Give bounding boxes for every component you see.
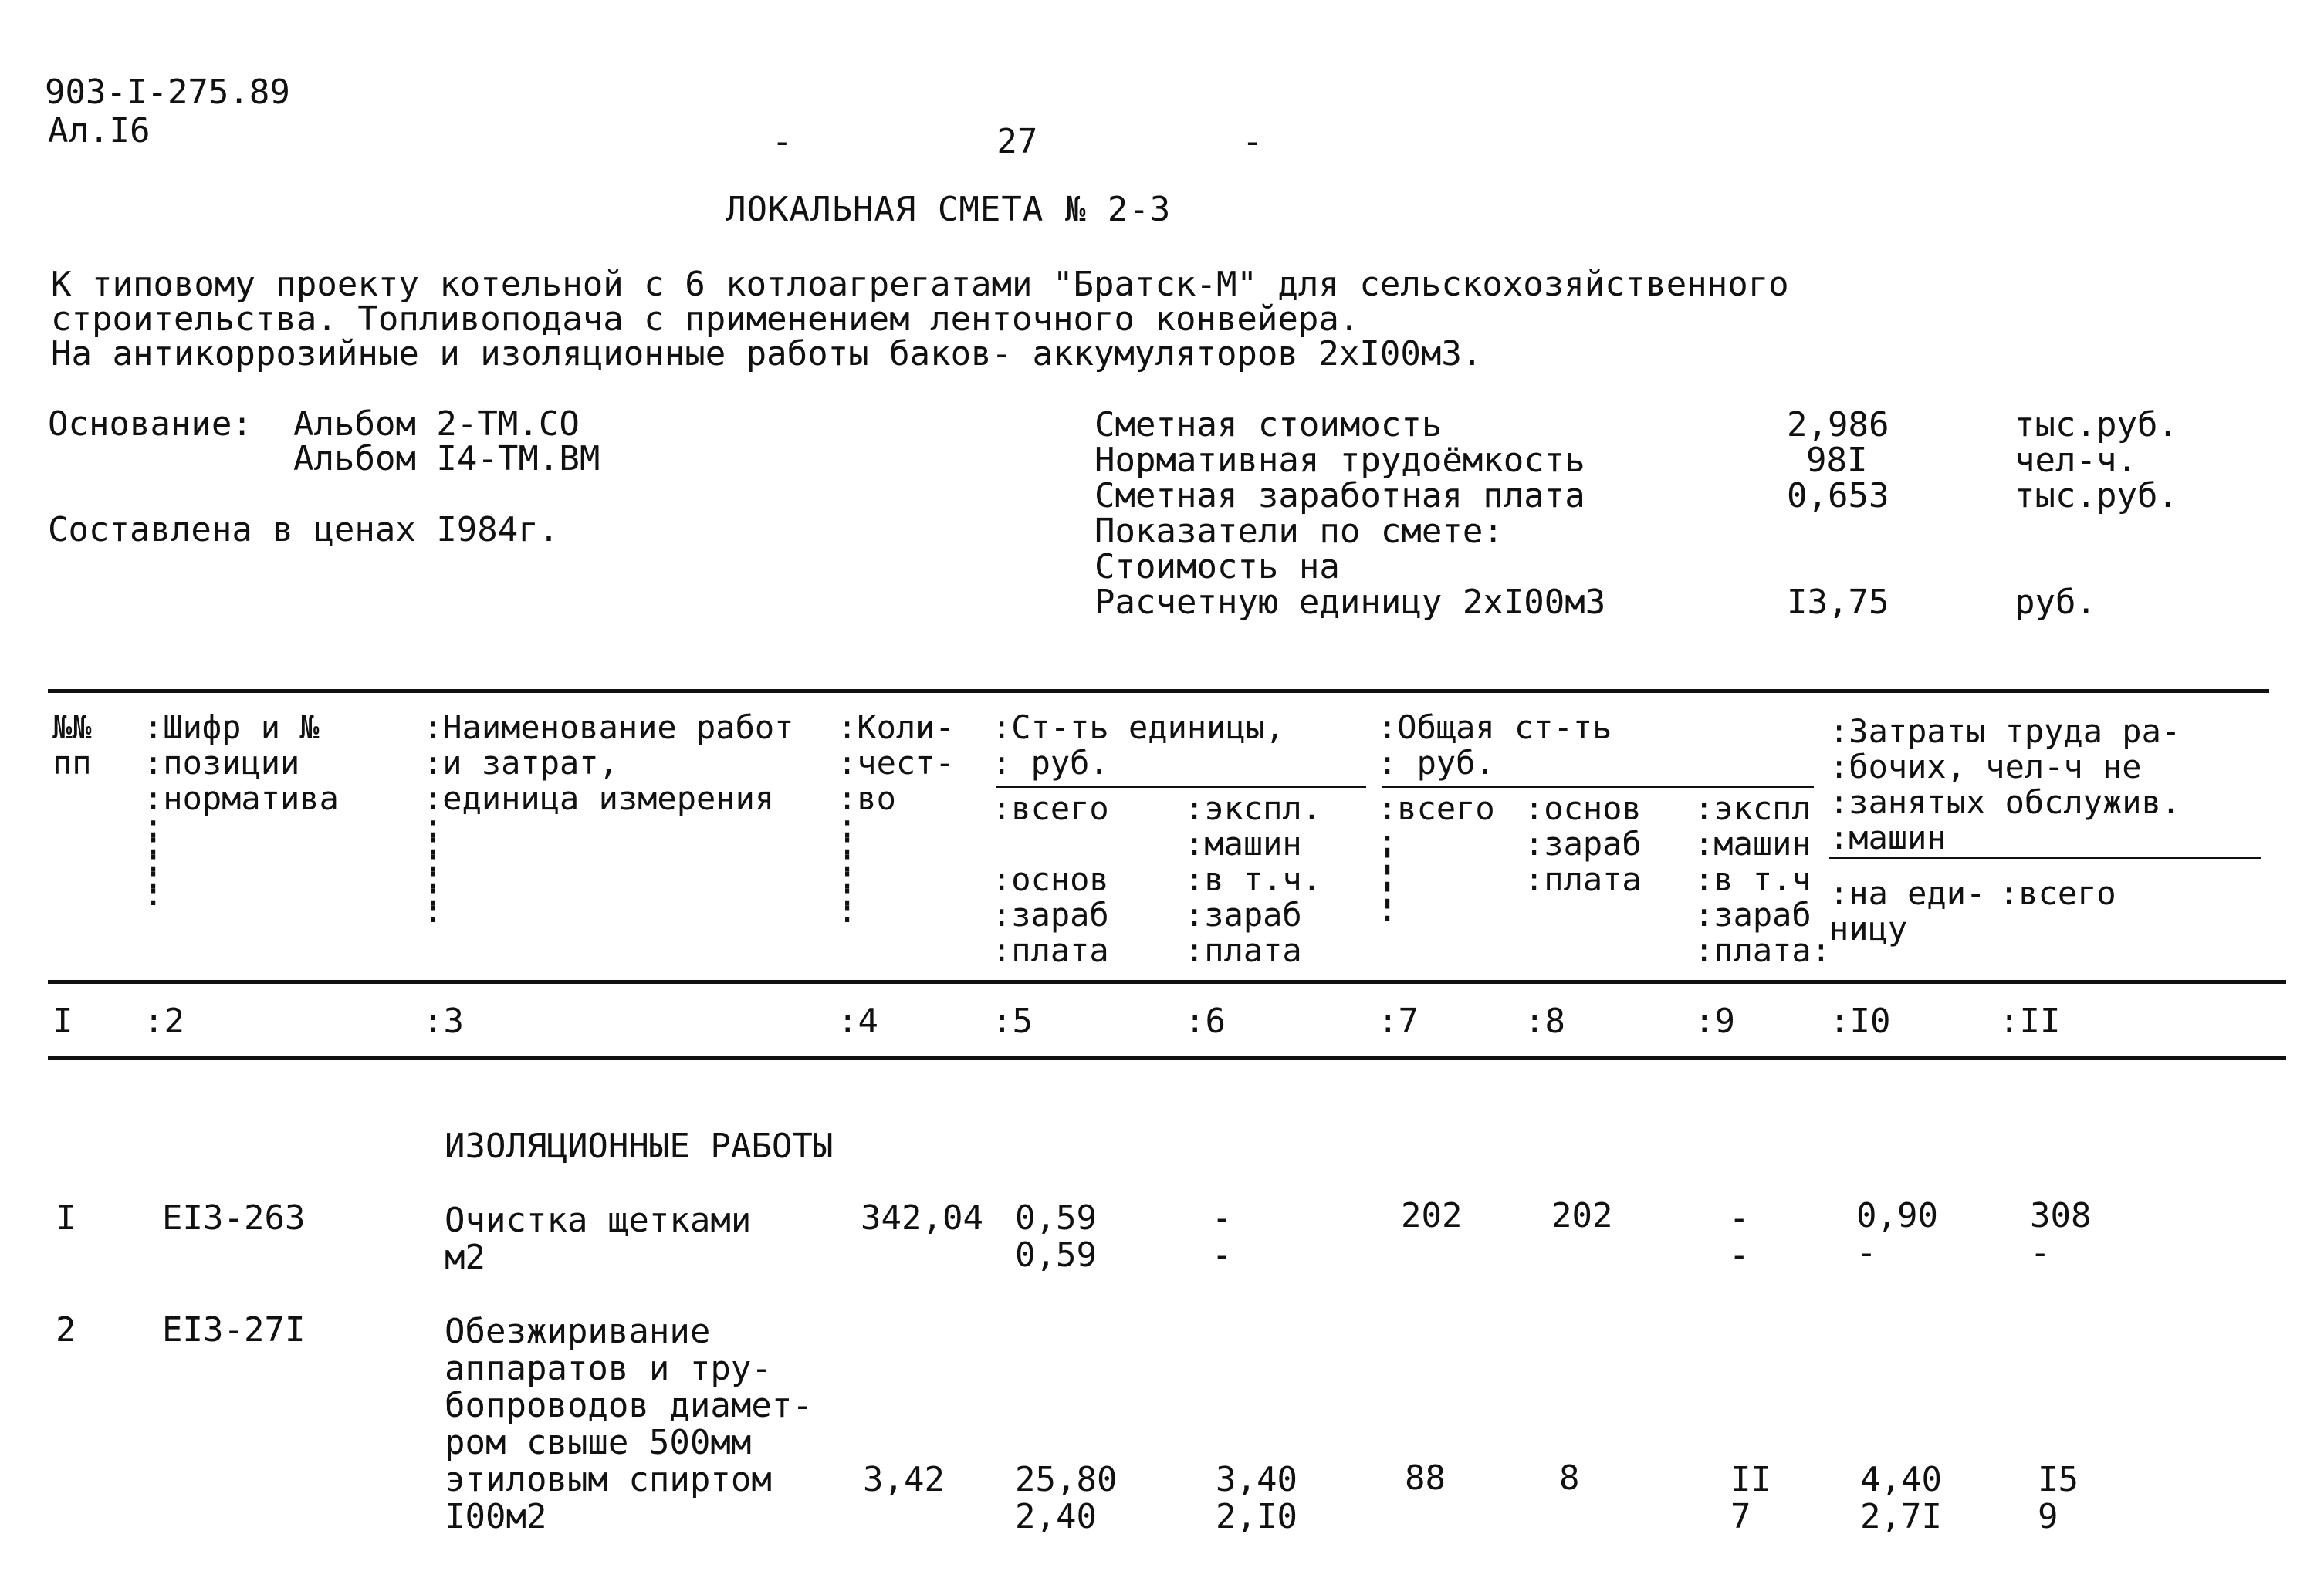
header-group-total-cost [1378, 710, 1612, 781]
page-number: - 27 - [772, 122, 1263, 161]
column-number-8: :8 [1524, 1002, 1565, 1041]
estimate-title: ЛОКАЛЬНАЯ СМЕТА № 2-3 [726, 190, 1172, 229]
header-text: :всего [1999, 874, 2116, 912]
group-rule-labor [1829, 857, 2261, 859]
group-rule-total-cost [1382, 786, 1814, 788]
header-col-total-mach [1694, 791, 1831, 968]
header-text: №№ [52, 708, 92, 746]
basis-album-2: Альбом I4-ТМ.ВМ [293, 439, 600, 478]
header-text: :Затраты труда ра- [1829, 712, 2181, 750]
group-rule-unit-cost [996, 786, 1366, 788]
column-number-7: :7 [1378, 1002, 1419, 1041]
table-row-1-unit-mach [1212, 1200, 1233, 1274]
header-col-total-wage [1524, 791, 1642, 897]
table-row-1-labor-total [2030, 1198, 2091, 1272]
cell-text: - [1856, 1233, 1877, 1272]
cell-text: - [2030, 1233, 2051, 1272]
header-text: :машин [1185, 825, 1302, 863]
summary-unit-cost: тыс.руб. [2014, 405, 2178, 444]
header-text: :экспл. [1185, 789, 1322, 827]
intro-line-2: строительства. Топливоподача с применением ленточного конвейера. [51, 299, 1360, 339]
header-text: :Шифр и № [144, 708, 320, 746]
header-col-total [1378, 791, 1495, 826]
header-text: :и затрат, [423, 744, 618, 782]
cell-text: 9 [2038, 1497, 2058, 1536]
header-col-unit-mach [1185, 791, 1321, 968]
table-row-2-unit-total [1015, 1462, 1117, 1536]
column-number-9: :9 [1694, 1002, 1735, 1041]
table-row-1-total-wage: 202 [1551, 1196, 1613, 1235]
table-row-2-labor-total [2038, 1462, 2079, 1536]
header-col-num [52, 710, 92, 781]
summary-label-wage: Сметная заработная плата [1094, 476, 1585, 515]
summary-value-labor: 98I [1806, 441, 1868, 480]
header-text: :Ст-ть единицы, [992, 708, 1285, 746]
cell-text: 308 [2030, 1196, 2092, 1235]
header-text: :основ [992, 860, 1109, 898]
table-row-2-total-mach [1730, 1462, 1771, 1536]
header-group-labor [1829, 714, 2180, 856]
album-number: Ал.I6 [48, 111, 151, 150]
header-text: :зараб [992, 896, 1109, 934]
basis-label: Основание: [48, 404, 252, 444]
header-text: :всего [1378, 789, 1495, 827]
cell-text: - [1212, 1235, 1233, 1275]
header-text: :плата [1185, 931, 1302, 969]
header-text: :зараб [1694, 896, 1812, 934]
prices-year: Составлена в ценах I984г. [48, 510, 560, 549]
table-row-1-labor-unit [1856, 1198, 1938, 1272]
table-row-1-total: 202 [1401, 1196, 1463, 1235]
header-col-unit-total [992, 791, 1109, 968]
header-text: :плата [992, 931, 1109, 969]
header-text: :чест- [837, 744, 955, 782]
header-text: :бочих, чел-ч не [1829, 748, 2142, 786]
summary-unit-labor: чел-ч. [2014, 441, 2137, 480]
cell-text: 2,I0 [1216, 1497, 1297, 1536]
table-row-2-unit-mach [1216, 1462, 1297, 1536]
table-row-2-total-wage: 8 [1559, 1458, 1580, 1498]
summary-label-labor: Нормативная трудоёмкость [1094, 441, 1585, 480]
header-text: :в т.ч. [1185, 860, 1322, 898]
header-text: :занятых обслужив. [1829, 783, 2181, 821]
summary-label-indicators: Показатели по смете: [1094, 512, 1504, 551]
table-row-2-total: 88 [1405, 1458, 1446, 1498]
cell-text: этиловым спиртом [445, 1460, 772, 1499]
cell-text: Очистка щетками [445, 1201, 752, 1240]
summary-unit-unit: руб. [2014, 583, 2096, 622]
header-col-code [144, 710, 339, 816]
cell-text: 0,59 [1015, 1198, 1097, 1238]
cell-text: м2 [445, 1238, 485, 1277]
header-text: ницу [1829, 910, 1908, 948]
cell-text: I00м2 [445, 1497, 547, 1536]
cell-text: - [1729, 1198, 1750, 1238]
cell-text: - [1729, 1235, 1750, 1275]
header-text: :плата [1524, 860, 1642, 898]
column-number-11: :II [1999, 1002, 2061, 1041]
cell-text: - [1212, 1198, 1233, 1238]
summary-unit-wage: тыс.руб. [2014, 476, 2178, 515]
cell-text: Обезжиривание [445, 1312, 711, 1351]
header-text: :экспл [1694, 789, 1812, 827]
header-text: :машин [1694, 825, 1812, 863]
cell-text: 25,80 [1015, 1460, 1118, 1499]
document-code: 903-I-275.89 [45, 73, 290, 112]
table-row-1-unit-total [1015, 1200, 1097, 1274]
header-text: :зараб [1524, 825, 1642, 863]
header-divider-dots: : : : : : : [837, 807, 858, 930]
header-text: :Коли- [837, 708, 955, 746]
cell-text: 0,59 [1015, 1235, 1097, 1275]
cell-text: 4,40 [1860, 1460, 1942, 1499]
table-row-1-name [445, 1202, 751, 1276]
column-number-3: :3 [423, 1002, 464, 1041]
table-row-1-total-mach [1729, 1200, 1750, 1274]
header-text: :Наименование работ [423, 708, 794, 746]
summary-label-cost-per: Стоимость на [1094, 547, 1340, 586]
header-text: :позиции [144, 744, 300, 782]
header-col-name [423, 710, 793, 816]
header-text: :на еди- [1829, 874, 1986, 912]
table-row-1-qty: 342,04 [861, 1198, 983, 1238]
header-bottom-rule [48, 980, 2286, 984]
table-row-1-num: I [56, 1198, 76, 1238]
cell-text: 7 [1730, 1497, 1751, 1536]
header-text: :всего [992, 789, 1109, 827]
intro-line-1: К типовому проекту котельной с 6 котлоагрегатами "Братск-М" для сельскохозяйственного [51, 265, 1789, 304]
header-text: :зараб [1185, 896, 1302, 934]
table-row-2-name [445, 1313, 813, 1536]
cell-text: 2,40 [1015, 1497, 1097, 1536]
header-text: :Общая ст-ть [1378, 708, 1612, 746]
header-text: :машин [1829, 819, 1947, 857]
summary-value-unit: I3,75 [1787, 583, 1889, 622]
summary-value-cost: 2,986 [1787, 405, 1889, 444]
table-row-2-labor-unit [1860, 1462, 1942, 1536]
column-number-1: I [52, 1002, 73, 1041]
cell-text: аппаратов и тру- [445, 1349, 772, 1388]
column-number-6: :6 [1185, 1002, 1226, 1041]
header-text: : руб. [1378, 744, 1495, 782]
table-row-1-code: ЕI3-263 [162, 1198, 306, 1238]
cell-text: бопроводов диамет- [445, 1386, 813, 1425]
header-text: :норматива [144, 779, 339, 817]
summary-label-unit: Расчетную единицу 2хI00м3 [1094, 583, 1606, 622]
table-row-2-num: 2 [56, 1310, 76, 1350]
summary-value-wage: 0,653 [1787, 476, 1889, 515]
header-text: :основ [1524, 789, 1642, 827]
column-number-5: :5 [992, 1002, 1033, 1041]
table-top-rule [48, 689, 2269, 693]
basis-album-1: Альбом 2-ТМ.СО [293, 404, 580, 444]
cell-text: 0,90 [1856, 1196, 1938, 1235]
summary-label-cost: Сметная стоимость [1094, 405, 1443, 444]
header-divider-dots: : : : : : [144, 807, 164, 913]
cell-text: II [1730, 1460, 1771, 1499]
cell-text: 3,40 [1216, 1460, 1297, 1499]
header-divider-dots: : : : : : [1378, 823, 1398, 928]
section-title: ИЗОЛЯЦИОННЫЕ РАБОТЫ [445, 1127, 834, 1166]
column-number-4: :4 [837, 1002, 878, 1041]
header-group-unit-cost [992, 710, 1284, 781]
header-text: :единица измерения [423, 779, 775, 817]
column-numbers-rule [48, 1056, 2286, 1060]
table-row-2-code: ЕI3-27I [162, 1310, 306, 1350]
header-text: пп [52, 744, 92, 782]
intro-line-3: На антикоррозийные и изоляционные работы баков- аккумуляторов 2хI00м3. [51, 334, 1483, 373]
header-text: :в т.ч [1694, 860, 1812, 898]
cell-text: I5 [2038, 1460, 2079, 1499]
cell-text: ром свыше 500мм [445, 1423, 752, 1462]
cell-text: 2,7I [1860, 1497, 1942, 1536]
header-divider-dots: : : : : : : [423, 807, 443, 930]
header-text: :плата: [1694, 931, 1832, 969]
header-col-labor-unit [1829, 876, 1985, 947]
header-text: :во [837, 779, 896, 817]
column-number-10: :I0 [1829, 1002, 1891, 1041]
table-row-2-qty: 3,42 [863, 1460, 945, 1499]
header-col-qty [837, 710, 955, 816]
column-number-2: :2 [144, 1002, 184, 1041]
header-text: : руб. [992, 744, 1109, 782]
header-col-labor-total [1999, 876, 2116, 911]
